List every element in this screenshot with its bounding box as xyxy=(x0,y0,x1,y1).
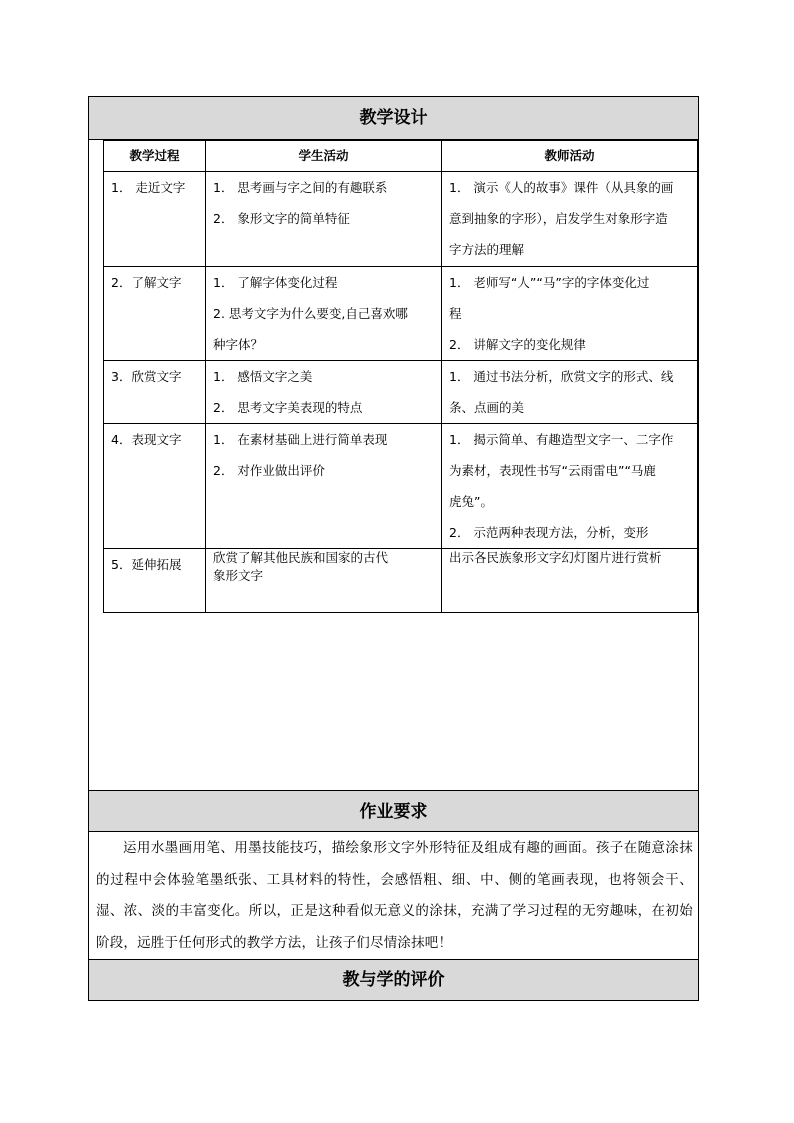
student-activity-cell xyxy=(206,361,442,424)
teacher-activity-cell xyxy=(442,172,698,267)
column-header: 教师活动 xyxy=(442,141,698,172)
step-cell: 5．延伸拓展 xyxy=(104,549,206,613)
student-activity-line: 欣赏了解其他民族和国家的古代 xyxy=(213,550,389,565)
student-activity-line: 象形文字 xyxy=(213,568,264,583)
step-cell: 1． 走近文字 xyxy=(104,172,206,267)
table-row xyxy=(104,549,698,613)
teaching-process-table xyxy=(103,140,698,613)
teacher-activity-line: 2． 讲解文字的变化规律 xyxy=(449,337,586,352)
student-activity-line: 1． 在素材基础上进行简单表现 xyxy=(213,432,388,447)
student-activity-cell xyxy=(206,172,442,267)
student-activity-line: 1． 思考画与字之间的有趣联系 xyxy=(213,180,388,195)
homework-paragraph: 运用水墨画用笔、用墨技能技巧，描绘象形文字外形特征及组成有趣的画面。孩子在随意涂抹的过程中会体验笔墨纸张、工具材料的特性，会感悟粗、细、中、侧的笔画表现，也将领会干、湿、浓、淡的丰富变化。所以，正是这种看似无意义的涂抹，充满了学习过程的无穷趣味，在初始阶段，远胜于任何形式的教学方法，让孩子们尽情涂抹吧！ xyxy=(96,840,693,951)
teacher-activity-cell xyxy=(442,549,698,613)
section-title-homework: 作业要求 xyxy=(89,790,698,832)
student-activity-line: 2． 思考文字美表现的特点 xyxy=(213,400,363,415)
student-activity-cell xyxy=(206,267,442,361)
student-activity-line: 2． 象形文字的简单特征 xyxy=(213,211,350,226)
teacher-activity-line: 条、点画的美 xyxy=(449,400,525,415)
teacher-activity-line: 字方法的理解 xyxy=(449,242,525,257)
teacher-activity-cell xyxy=(442,361,698,424)
student-activity-line: 种字体？ xyxy=(213,337,264,352)
step-cell: 4．表现文字 xyxy=(104,424,206,549)
section-title-evaluation: 教与学的评价 xyxy=(89,959,698,1000)
teacher-activity-cell xyxy=(442,267,698,361)
section-title-design: 教学设计 xyxy=(89,97,698,140)
table-header-row xyxy=(104,141,698,172)
table-row xyxy=(104,424,698,549)
teacher-activity-line: 出示各民族象形文字幻灯图片进行赏析 xyxy=(449,550,662,565)
student-activity-line: 1． 感悟文字之美 xyxy=(213,369,313,384)
student-activity-line: 2. 思考文字为什么要变,自己喜欢哪 xyxy=(213,306,408,321)
student-activity-cell xyxy=(206,549,442,613)
step-cell: 2．了解文字 xyxy=(104,267,206,361)
column-header: 教学过程 xyxy=(104,141,206,172)
teacher-activity-line: 程 xyxy=(449,306,462,321)
student-activity-line: 1． 了解字体变化过程 xyxy=(213,275,338,290)
teacher-activity-line: 1． 演示《人的故事》课件（从具象的画 xyxy=(449,180,674,195)
teacher-activity-line: 1． 老师写“人”“马”字的字体变化过 xyxy=(449,275,650,290)
teacher-activity-line: 1． 通过书法分析，欣赏文字的形式、线 xyxy=(449,369,674,384)
teacher-activity-cell xyxy=(442,424,698,549)
teacher-activity-line: 虎兔”。 xyxy=(449,494,493,509)
step-cell: 3．欣赏文字 xyxy=(104,361,206,424)
teacher-activity-line: 为素材，表现性书写“云雨雷电”“马鹿 xyxy=(449,463,656,478)
teacher-activity-line: 2． 示范两种表现方法，分析，变形 xyxy=(449,525,649,540)
table-row xyxy=(104,361,698,424)
student-activity-cell xyxy=(206,424,442,549)
teacher-activity-line: 意到抽象的字形），启发学生对象形字造 xyxy=(449,211,668,226)
lesson-plan-frame xyxy=(88,96,699,1001)
table-row xyxy=(104,172,698,267)
student-activity-line: 2． 对作业做出评价 xyxy=(213,463,325,478)
column-header: 学生活动 xyxy=(206,141,442,172)
teacher-activity-line: 1． 揭示简单、有趣造型文字一、二字作 xyxy=(449,432,674,447)
table-row xyxy=(104,267,698,361)
